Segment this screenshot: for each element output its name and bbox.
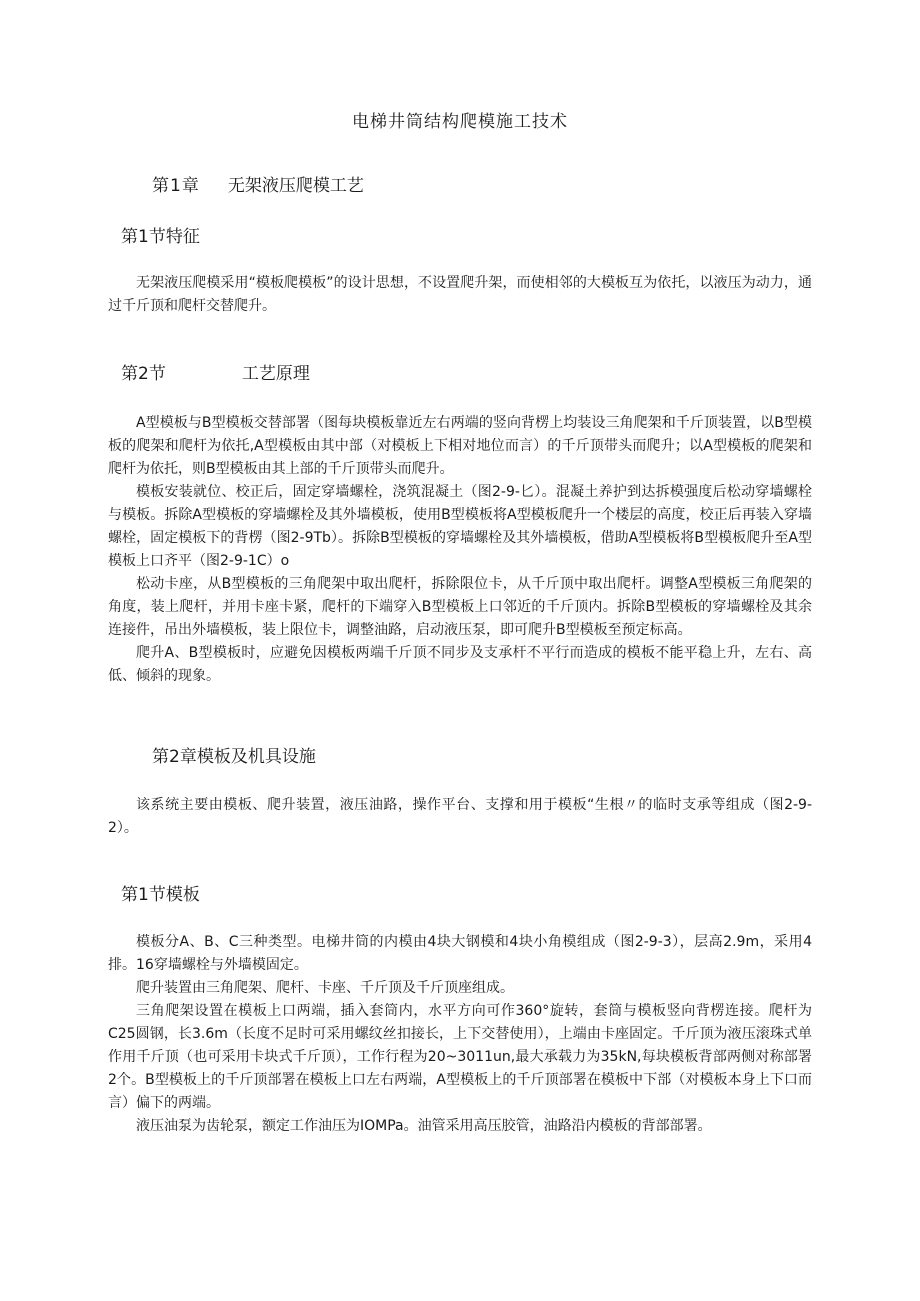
section-3-body: [108, 931, 812, 1138]
section-1-body: [108, 272, 812, 318]
paragraph: 爬升A、B型模板时，应避免因模板两端千斤顶不同步及支承杆不平行而造成的模板不能平稳上升，左右、高低、倾斜的现象。: [108, 645, 812, 684]
section-2-number: 第2节: [121, 364, 166, 384]
section-1-heading: 第1节特征: [121, 227, 200, 247]
paragraph: 液压油泵为齿轮泵，额定工作油压为IOMPa。油管采用高压胶管，油路沿内模板的背部部署。: [136, 1118, 712, 1134]
chapter-1-heading: [152, 171, 364, 196]
section-2-body: [108, 412, 812, 688]
chapter-2-body: [108, 794, 812, 840]
chapter-2-heading: 第2章模板及机具设施: [152, 747, 316, 767]
section-3-heading: 第1节模板: [121, 885, 200, 905]
paragraph: A型模板与B型模板交替部署（图每块模板靠近左右两端的竖向背楞上均装设三角爬架和千斤顶装置，以B型模板的爬架和爬杆为依托,A型模板由其中部（对模板上下相对地位而言）的千斤顶带头而爬升；以A型模板的爬架和爬杆为依托，则B型模板由其上部的千斤顶带头而爬升。: [108, 415, 812, 477]
paragraph: 该系统主要由模板、爬升装置，液压油路，操作平台、支撑和用于模板“生根〃的临时支承等组成（图2-9-2）。: [108, 797, 812, 836]
document-title: 电梯井筒结构爬模施工技术: [352, 112, 568, 132]
paragraph: 模板安装就位、校正后，固定穿墙螺栓，浇筑混凝土（图2-9-匕）。混凝土养护到达拆模强度后松动穿墙螺栓与模板。拆除A型模板的穿墙螺栓及其外墙模板，使用B型模板将A型模板爬升一个楼层的高度，校正后再装入穿墙螺栓，固定模板下的背楞（图2-9Tb）。拆除B型模板的穿墙螺栓及其外墙模板，借助A型模板将B型模板爬升至A型模板上口齐平（图2-9-1C）o: [108, 484, 812, 569]
paragraph: 松动卡座，从B型模板的三角爬架中取出爬杆，拆除限位卡，从千斤顶中取出爬杆。调整A型模板三角爬架的角度，装上爬杆，并用卡座卡紧，爬杆的下端穿入B型模板上口邻近的千斤顶内。拆除B型模板的穿墙螺栓及其余连接件，吊出外墙模板，装上限位卡，调整油路，启动液压泵，即可爬升B型模板至预定标高。: [108, 576, 812, 638]
chapter-1-number: 第1章: [152, 176, 200, 196]
section-2-heading: [121, 359, 310, 384]
paragraph: 无架液压爬模采用“模板爬模板”的设计思想，不设置爬升架，而使相邻的大模板互为依托，以液压为动力，通过千斤顶和爬杆交替爬升。: [108, 275, 812, 314]
paragraph: 模板分A、B、C三种类型。电梯井筒的内模由4块大钢模和4块小角模组成（图2-9-3），层高2.9m，采用4排。16穿墙螺栓与外墙模固定。: [108, 934, 812, 973]
chapter-1-title: 无架液压爬模工艺: [227, 176, 364, 196]
section-2-title: 工艺原理: [241, 364, 310, 384]
paragraph: 爬升装置由三角爬架、爬杆、卡座、千斤顶及千斤顶座组成。: [136, 980, 514, 996]
paragraph: 三角爬架设置在模板上口两端，插入套筒内，水平方向可作360°旋转，套筒与模板竖向背楞连接。爬杆为C25圆钢，长3.6m（长度不足时可采用螺纹丝扣接长，上下交替使用），上端由卡座固定。千斤顶为液压滚珠式单作用千斤顶（也可采用卡块式千斤顶），工作行程为20~3011un,最大承载力为35kN,每块模板背部两侧对称部署2个。B型模板上的千斤顶部署在模板上口左右两端，A型模板上的千斤顶部署在模板中下部（对模板本身上下口而言）偏下的两端。: [108, 1003, 812, 1111]
